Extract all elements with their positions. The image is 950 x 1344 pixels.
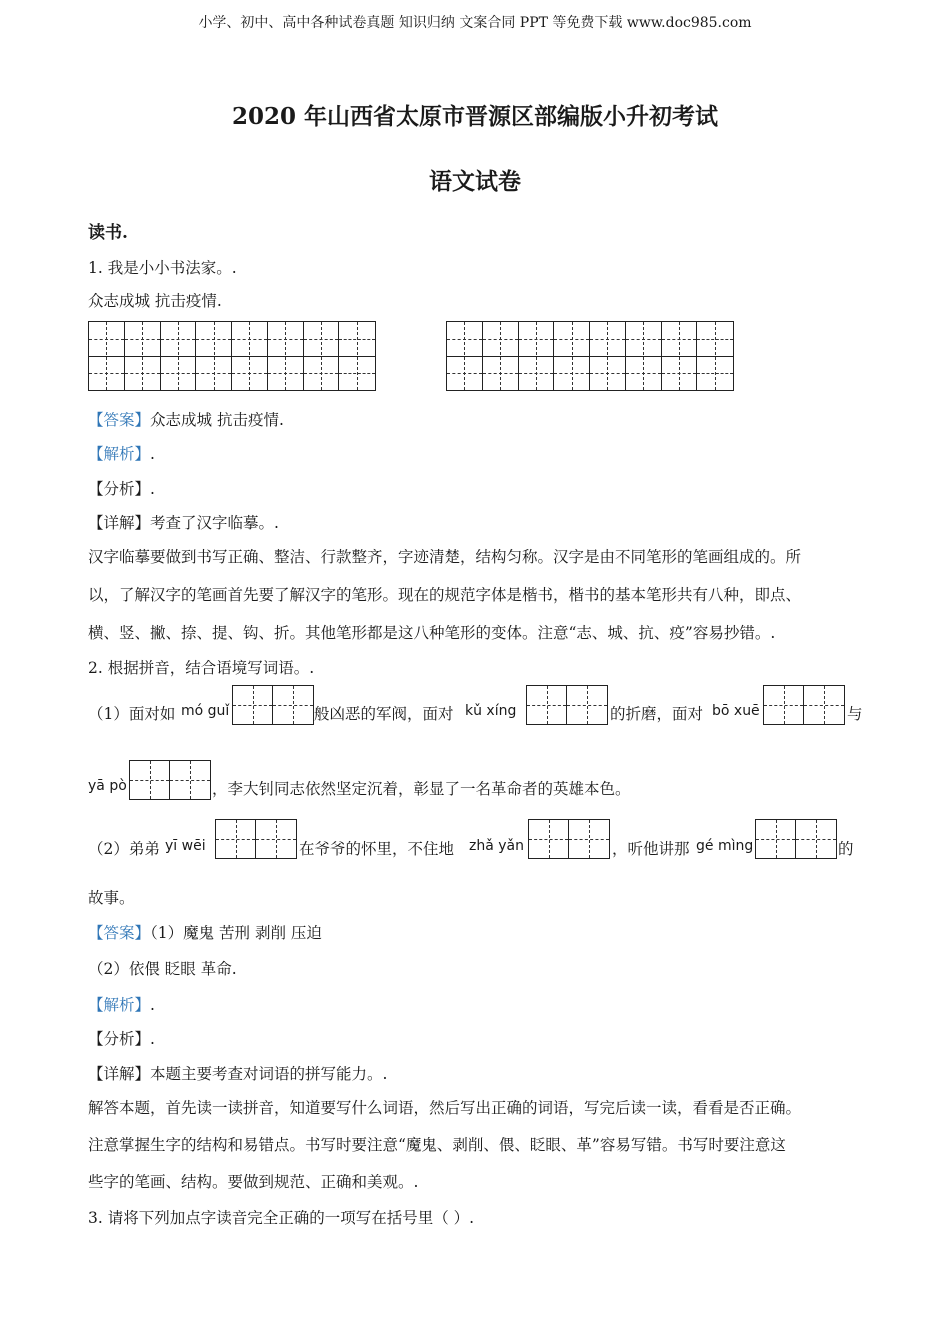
answer-box-yiwei[interactable] (215, 819, 297, 859)
q2-s2-text-c: ，听他讲那 (612, 840, 690, 858)
writing-grid-1[interactable] (88, 321, 376, 391)
answer-box-boxue[interactable] (763, 685, 845, 725)
q2-para-1: 解答本题，首先读一读拼音，知道要写什么词语，然后写出正确的词语，写完后读一读，看看是否正确。 (88, 1099, 802, 1117)
q2-s1-text-b: 般凶恶的军阀，面对 (314, 705, 454, 723)
q2-prompt: 2. 根据拼音，结合语境写词语。. (88, 659, 315, 677)
answer-box-kuxing[interactable] (526, 685, 608, 725)
q2-para-3: 些字的笔画、结构。要做到规范、正确和美观。. (88, 1173, 419, 1191)
q2-answer-1 (88, 921, 322, 943)
answer-text-1: （1）魔鬼 苦刑 剥削 压迫 (150, 924, 322, 942)
jiexi-rest: . (150, 996, 155, 1014)
q1-copy-text: 众志成城 抗击疫情. (88, 292, 222, 310)
pinyin-yapo: yā pò (88, 778, 127, 794)
page-header: 小学、初中、高中各种试卷真题 知识归纳 文案合同 PPT 等免费下载 www.doc985.com (198, 15, 752, 31)
answer-box-geming[interactable] (755, 819, 837, 859)
answer-box-mogui[interactable] (232, 685, 314, 725)
q2-s2-text-e: 故事。 (88, 889, 135, 907)
q2-fenxi: 【分析】. (88, 1030, 155, 1048)
q2-jiexi (88, 993, 155, 1015)
q2-s1-text-c: 的折磨，面对 (610, 705, 704, 723)
answer-text: 众志成城 抗击疫情. (150, 411, 284, 429)
jiexi-tag: 【解析】 (88, 996, 151, 1014)
pinyin-geming: gé mìng (696, 838, 754, 854)
q3-prompt: 3. 请将下列加点字读音完全正确的一项写在括号里（ ）. (88, 1209, 475, 1227)
q1-answer (88, 408, 284, 430)
q1-para-2: 以，了解汉字的笔画首先要了解汉字的笔形。现在的规范字体是楷书，楷书的基本笔形共有八种，即点、 (88, 586, 802, 604)
exam-subtitle: 语文试卷 (429, 168, 521, 195)
q2-xiangjie: 【详解】本题主要考查对词语的拼写能力。. (88, 1065, 388, 1083)
section-label: 读书. (88, 223, 128, 243)
q1-para-3: 横、竖、撇、捺、提、钩、折。其他笔形都是这八种笔形的变体。注意“志、城、抗、疫”容易抄错。. (88, 624, 776, 642)
writing-grid-2[interactable] (446, 321, 734, 391)
jiexi-tag: 【解析】 (88, 445, 151, 463)
q1-jiexi (88, 442, 155, 464)
q2-s1-text-d: 与 (847, 705, 863, 723)
q2-s2-text-a: （2）弟弟 (88, 840, 160, 858)
jiexi-rest: . (150, 445, 155, 463)
q2-para-2: 注意掌握生字的结构和易错点。书写时要注意“魔鬼、剥削、偎、眨眼、革”容易写错。书写时要注意这 (88, 1136, 786, 1154)
q1-xiangjie: 【详解】考查了汉字临摹。. (88, 514, 279, 532)
answer-tag: 【答案】 (88, 411, 151, 429)
answer-box-yapo[interactable] (129, 760, 211, 800)
q2-s2-text-d: 的 (838, 840, 854, 858)
pinyin-boxue: bō xuē (712, 703, 760, 719)
q2-s1-text-a: （1）面对如 (88, 705, 176, 723)
pinyin-kuxing: kǔ xíng (465, 703, 517, 719)
pinyin-mogui: mó guǐ (181, 703, 230, 719)
q2-s2-text-b: 在爷爷的怀里，不住地 (299, 840, 455, 858)
q1-para-1: 汉字临摹要做到书写正确、整洁、行款整齐，字迹清楚，结构匀称。汉字是由不同笔形的笔画组成的。所 (88, 548, 802, 566)
answer-tag: 【答案】 (88, 924, 151, 942)
q1-fenxi: 【分析】. (88, 480, 155, 498)
pinyin-zhayan: zhǎ yǎn (469, 838, 524, 854)
q2-answer-2: （2）依偎 眨眼 革命. (88, 960, 237, 978)
exam-title: 2020 年山西省太原市晋源区部编版小升初考试 (231, 103, 719, 130)
pinyin-yiwei: yī wēi (165, 838, 206, 854)
answer-box-zhayan[interactable] (528, 819, 610, 859)
q2-s1-text-e: ，李大钊同志依然坚定沉着，彰显了一名革命者的英雄本色。 (212, 780, 631, 798)
q1-prompt: 1. 我是小小书法家。. (88, 259, 237, 277)
